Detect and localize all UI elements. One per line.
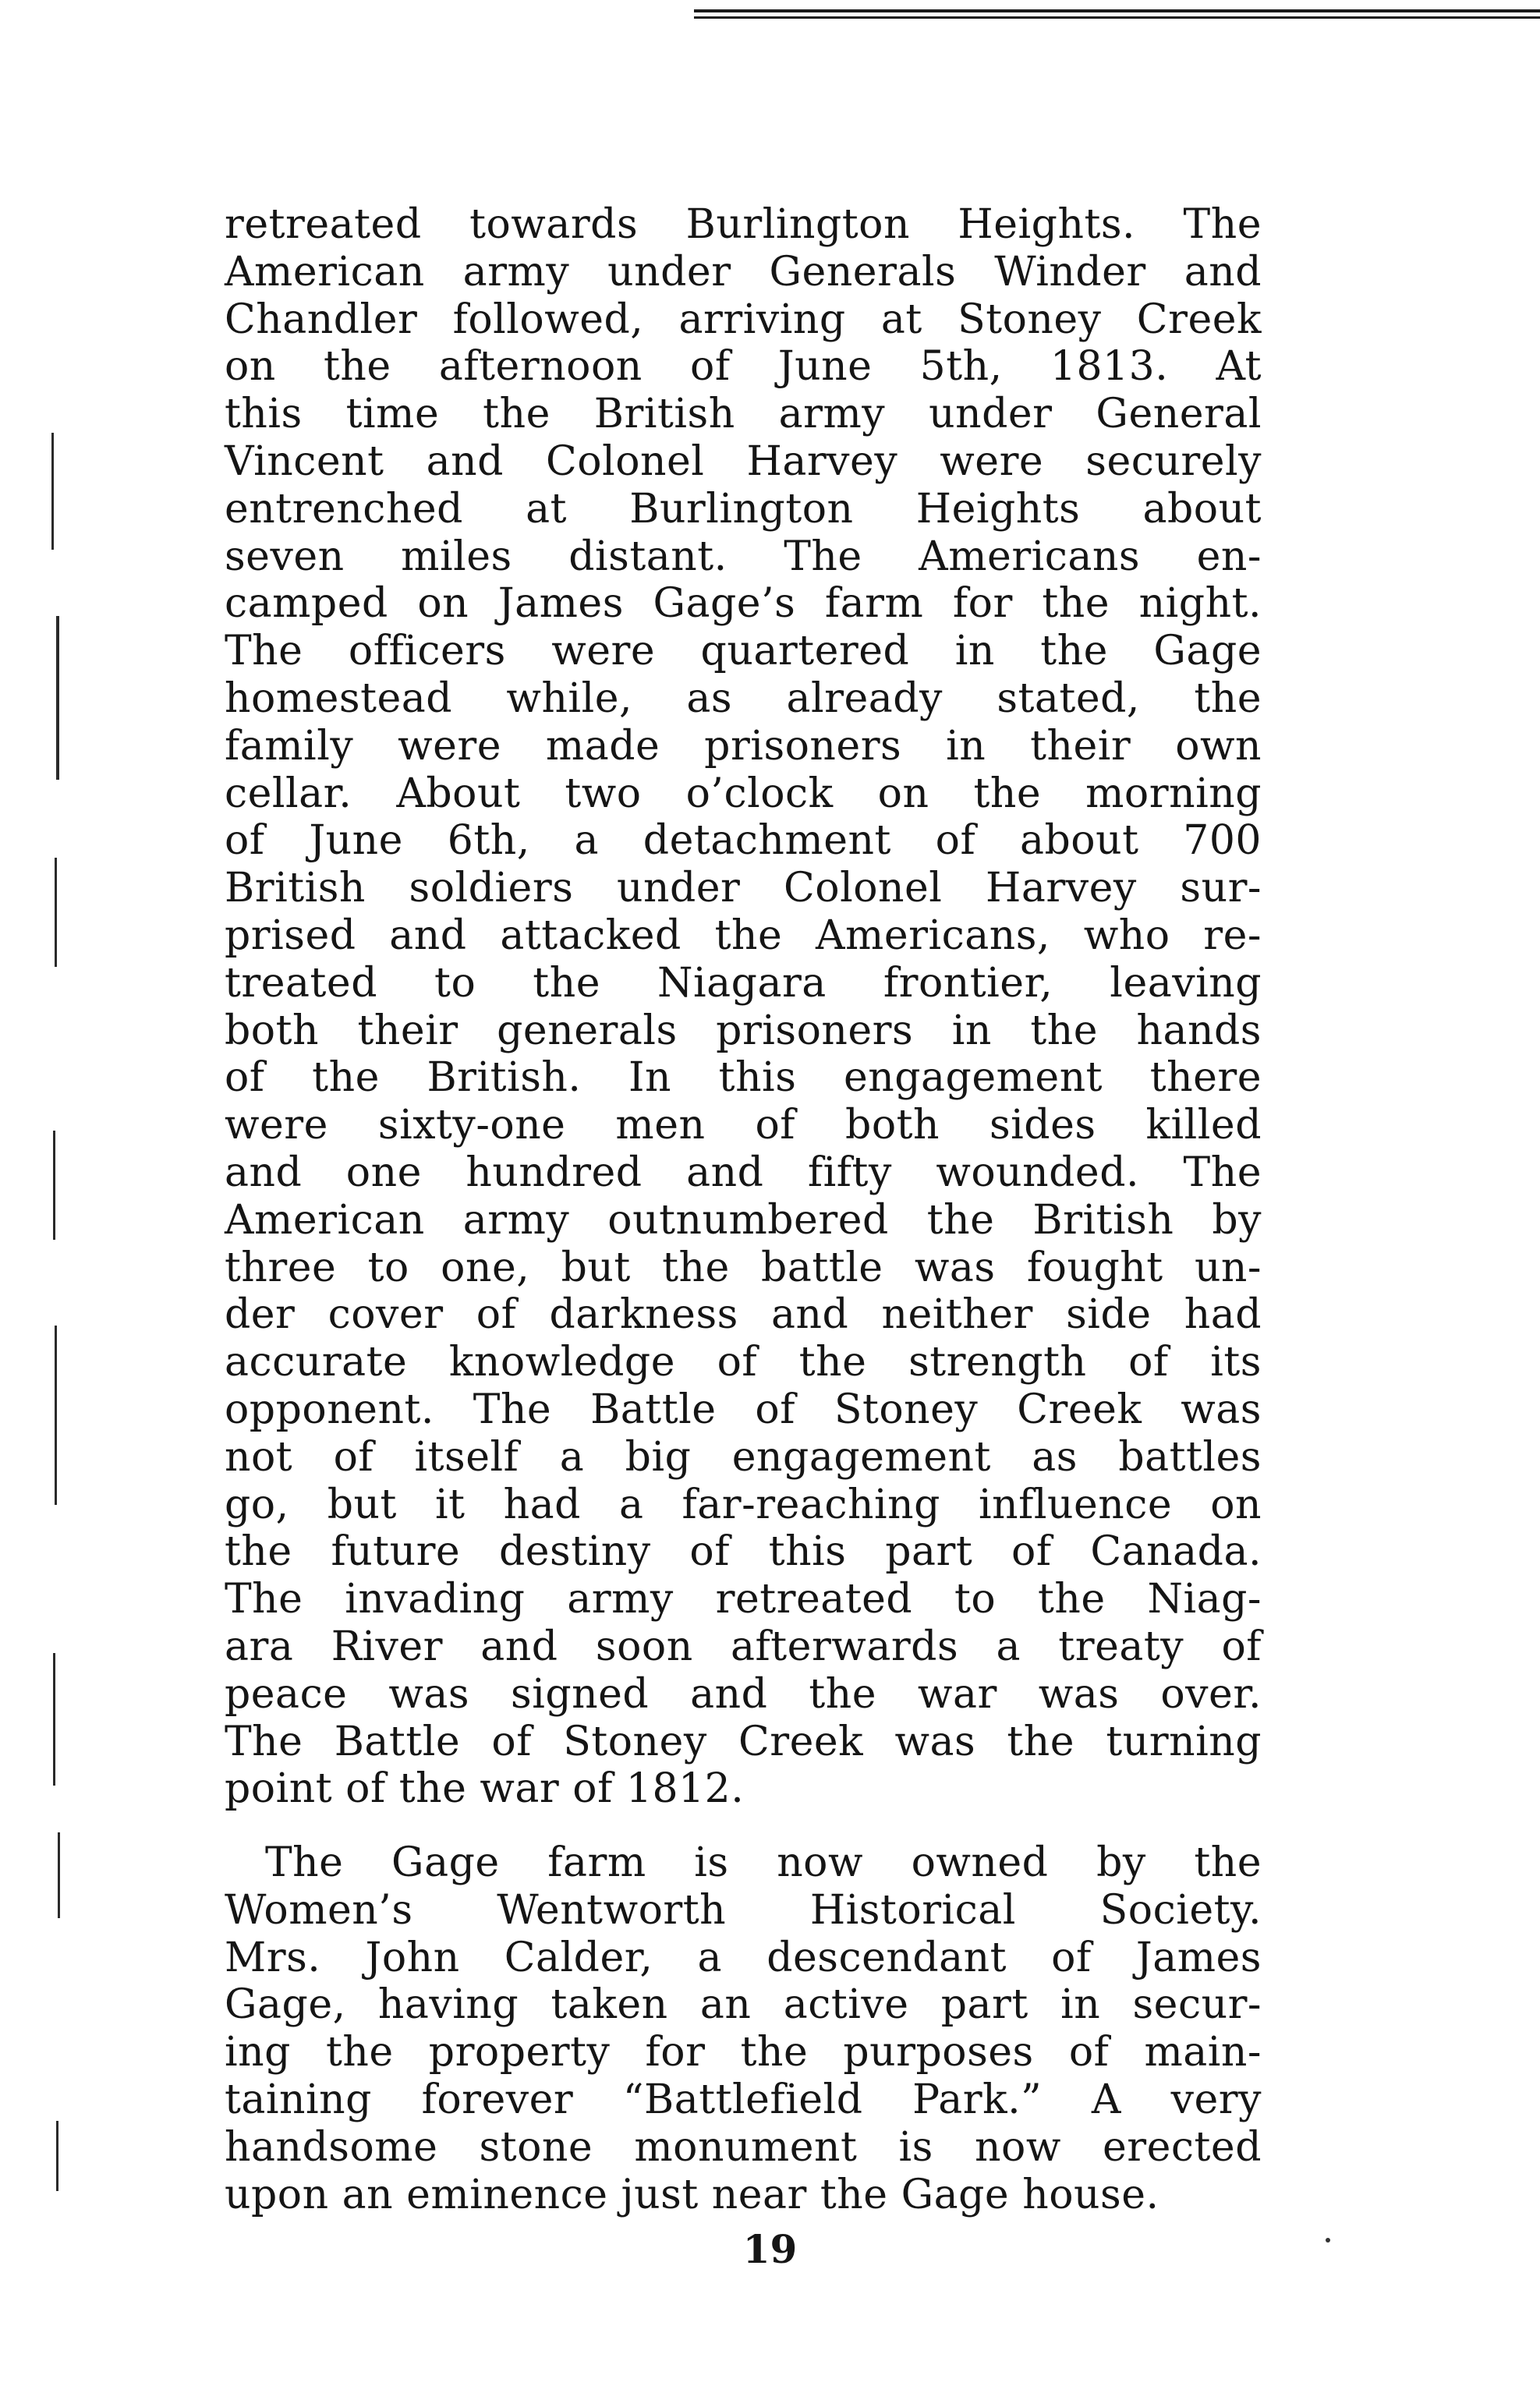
text-line: opponent. The Battle of Stoney Creek was [225,1386,1262,1433]
text-line: Vincent and Colonel Harvey were securely [225,437,1262,485]
text-line: of the British. In this engagement there [225,1054,1262,1102]
text-line: The officers were quartered in the Gage [225,628,1262,675]
text-line: on the afternoon of June 5th, 1813. At [225,343,1262,391]
text-line: handsome stone monument is now erected [225,2123,1262,2171]
text-line: this time the British army under General [225,391,1262,438]
gutter-mark [55,858,57,967]
text-line: Gage, having taken an active part in secur- [225,1981,1262,2029]
text-line: Mrs. John Calder, a descendant of James [225,1934,1262,1981]
paragraph [225,1839,1262,2218]
text-line: entrenched at Burlington Heights about [225,485,1262,533]
text-line: of June 6th, a detachment of about 700 [225,817,1262,865]
paragraph-gap [225,1813,1262,1839]
text-line: ing the property for the purposes of main- [225,2029,1262,2076]
text-line: accurate knowledge of the strength of its [225,1339,1262,1386]
text-line: American army under Generals Winder and [225,248,1262,296]
gutter-mark [53,1131,55,1240]
body-text [225,201,1262,2218]
text-line: point of the war of 1812. [225,1765,745,1813]
text-line: peace was signed and the war was over. [225,1670,1262,1718]
text-line: were sixty-one men of both sides killed [225,1102,1262,1149]
text-line: go, but it had a far-reaching influence on [225,1481,1262,1528]
gutter-mark [55,1326,57,1505]
text-line: retreated towards Burlington Heights. The [225,201,1262,248]
text-line: Chandler followed, arriving at Stoney Creek [225,296,1262,343]
gutter-mark [58,1832,60,1918]
text-line: American army outnumbered the British by [225,1196,1262,1244]
gutter-mark [56,2121,58,2191]
gutter-mark [56,616,59,780]
text-line: British soldiers under Colonel Harvey sur- [225,865,1262,912]
text-line: homestead while, as already stated, the [225,674,1262,722]
text-line: taining forever “Battlefield Park.” A very [225,2076,1262,2124]
text-line: prised and attacked the Americans, who re- [225,912,1262,959]
text-line: camped on James Gage’s farm for the night. [225,580,1262,628]
gutter-mark [51,433,54,550]
paragraph [225,201,1262,1813]
top-rule [694,9,1540,19]
text-line: The Gage farm is now owned by the [265,1839,1262,1887]
text-line: the future destiny of this part of Canada. [225,1528,1262,1576]
text-line: cellar. About two o’clock on the morning [225,770,1262,817]
gutter-mark [53,1653,55,1786]
text-line: The Battle of Stoney Creek was the turning [225,1718,1262,1765]
text-line: upon an eminence just near the Gage house. [225,2171,1159,2218]
text-line: not of itself a big engagement as battles [225,1433,1262,1481]
text-line: and one hundred and fifty wounded. The [225,1149,1262,1196]
text-line: Women’s Wentworth Historical Society. [225,1886,1262,1934]
text-line: The invading army retreated to the Niag- [225,1576,1262,1623]
text-line: ara River and soon afterwards a treaty of [225,1623,1262,1670]
text-line: family were made prisoners in their own [225,722,1262,770]
text-line: three to one, but the battle was fought un- [225,1244,1262,1291]
text-line: both their generals prisoners in the hands [225,1007,1262,1054]
page-number: 19 [742,2226,798,2272]
text-line: seven miles distant. The Americans en- [225,533,1262,580]
text-line: treated to the Niagara frontier, leaving [225,959,1262,1007]
text-line: der cover of darkness and neither side had [225,1291,1262,1339]
